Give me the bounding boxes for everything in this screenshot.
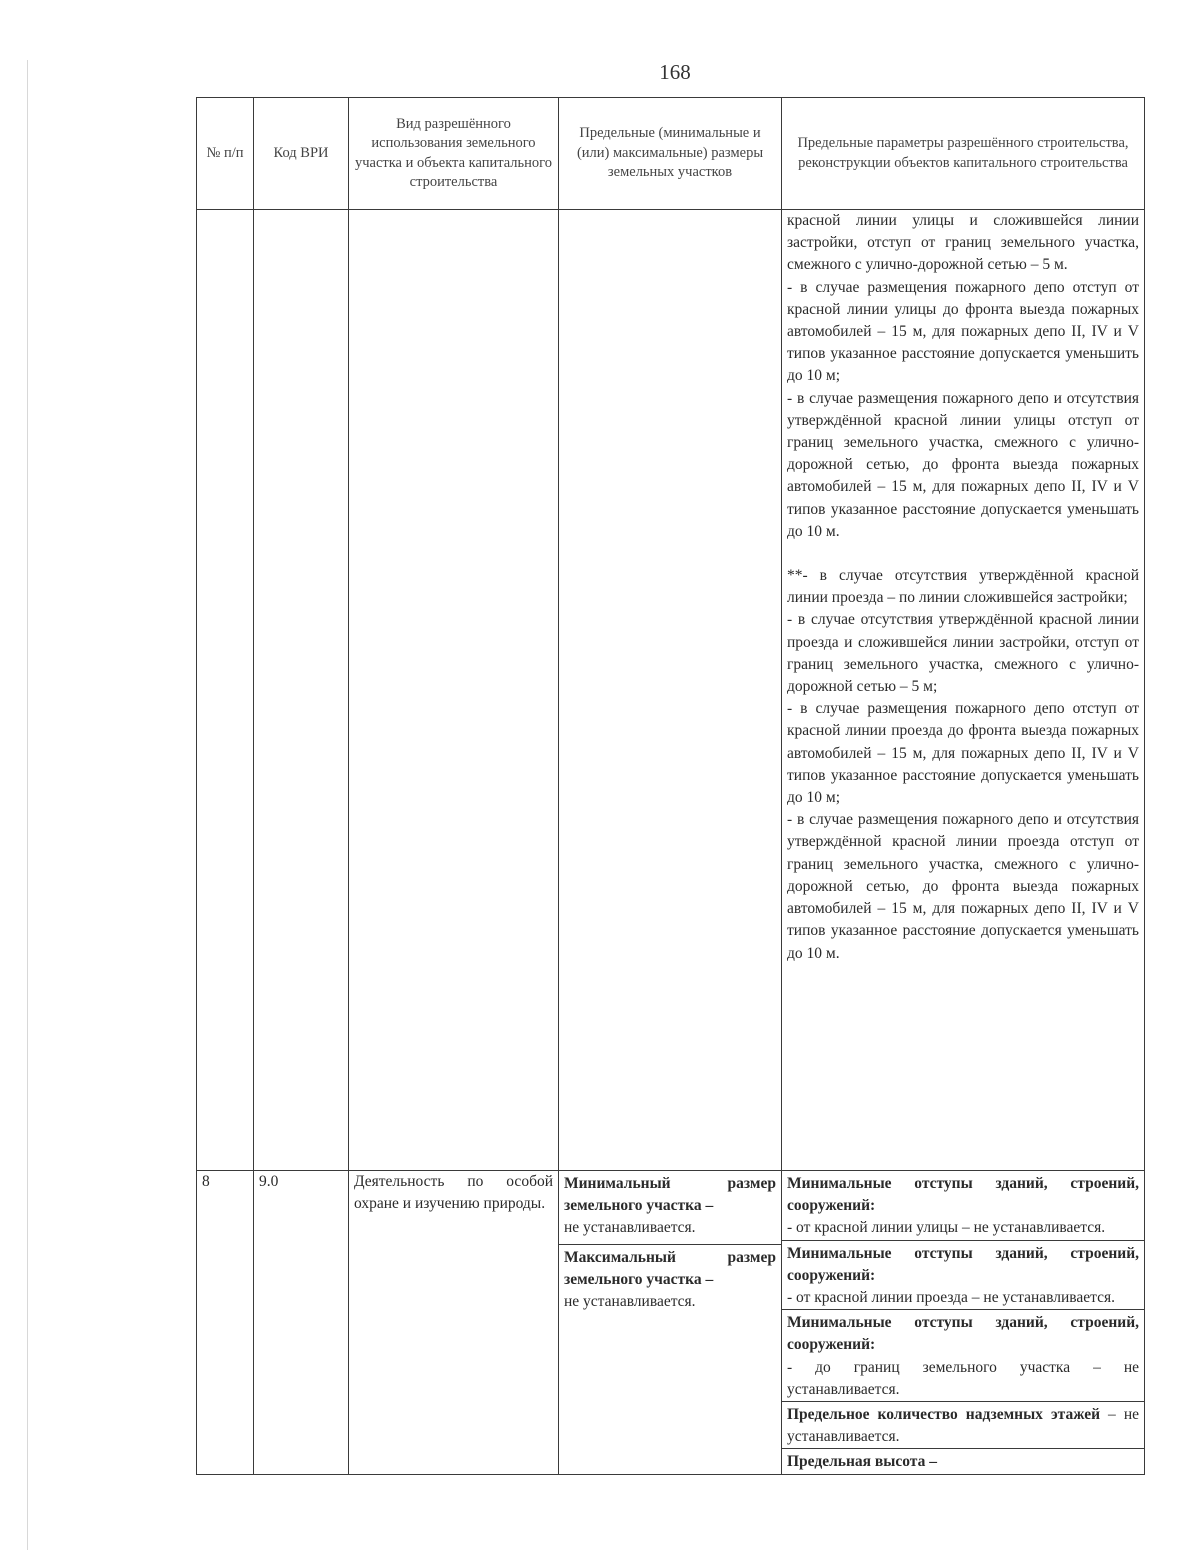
cell-use-type: Деятельность по особой охране и изучению природы. (349, 1171, 559, 1475)
param-block (782, 1448, 1144, 1473)
paragraph: - в случае размещения пожарного депо и отсутствия утверждённой красной линии улицы отступ от границ земельного участка, смежного с улично-дорожной сетью, до фронта выезда пожарных автомобилей – 15 м, для пожарных депо II, IV и V типов указанное расстояние допускается уменьшать до 10 м. (787, 389, 1139, 540)
paragraph: - в случае размещения пожарного депо отступ от красной линии улицы до фронта выезда пожарных автомобилей – 15 м, для пожарных депо II, IV и V типов указанное расстояние допускается уменьшить до 10 м; (787, 278, 1139, 385)
min-size-value: не устанавливается. (564, 1219, 696, 1237)
paragraph: красной линии улицы и сложившейся линии застройки, отступ от границ земельного участка, смежного с улично-дорожной сетью – 5 м. (787, 212, 1139, 274)
header-number: № п/п (197, 98, 254, 210)
cell-code-empty (254, 210, 349, 1171)
header-use-type: Вид разрешённого использования земельного участка и объекта капитального строительства (349, 98, 559, 210)
param-text: – не устанавливается. (787, 1406, 1139, 1446)
param-block (782, 1240, 1144, 1310)
cell-size-empty (559, 210, 782, 1171)
param-title: Предельное количество надземных этажей (787, 1406, 1101, 1424)
param-block (782, 1171, 1144, 1240)
zoning-table (196, 97, 1145, 1475)
cell-parameters-continuation (782, 210, 1145, 1171)
paragraph: - в случае размещения пожарного депо отступ от красной линии проезда до фронта выезда пожарных автомобилей – 15 м, для пожарных депо II, IV и V типов указанное расстояние допускается уменьшать до 10 м; (787, 700, 1139, 807)
table-row-8 (197, 1171, 1145, 1475)
paragraph: - в случае отсутствия утверждённой красной линии проезда и сложившейся линии застройки, отступ от границ земельного участка, смежного с улично-дорожной сетью – 5 м; (787, 611, 1139, 696)
min-size-title: Минимальный размер земельного участка – (564, 1175, 776, 1215)
param-text: - от красной линии улицы – не устанавливается. (787, 1219, 1106, 1237)
max-size-value: не устанавливается. (564, 1293, 696, 1311)
paragraph: - в случае размещения пожарного депо и отсутствия утверждённой красной линии проезда отступ от границ земельного участка, смежного с улично-дорожной сетью, до фронта выезда пожарных автомобилей – 15 м, для пожарных депо II, IV и V типов указанное расстояние допускается уменьшать до 10 м. (787, 811, 1139, 962)
max-size-title: Максимальный размер земельного участка – (564, 1248, 776, 1288)
param-title: Предельная высота – (787, 1453, 937, 1471)
header-parameters: Предельные параметры разрешённого строительства, реконструкции объектов капитального строительства (782, 98, 1145, 210)
cell-number: 8 (197, 1171, 254, 1475)
cell-code: 9.0 (254, 1171, 349, 1475)
param-title: Минимальные отступы зданий, строений, сооружений: (787, 1175, 1139, 1215)
header-plot-size: Предельные (минимальные и (или) максимальные) размеры земельных участков (559, 98, 782, 210)
cell-number-empty (197, 210, 254, 1171)
param-title: Минимальные отступы зданий, строений, сооружений: (787, 1314, 1139, 1354)
scan-margin-line (27, 60, 28, 1550)
param-text: - до границ земельного участка – не устанавливается. (787, 1358, 1139, 1398)
table-header-row (197, 98, 1145, 210)
param-title: Минимальные отступы зданий, строений, сооружений: (787, 1244, 1139, 1284)
param-block (782, 1309, 1144, 1401)
table-row-continuation (197, 210, 1145, 1171)
header-code: Код ВРИ (254, 98, 349, 210)
param-block (782, 1401, 1144, 1448)
cell-plot-size (559, 1171, 782, 1475)
page-number: 168 (659, 60, 691, 84)
param-text: - от красной линии проезда – не устанавливается. (787, 1289, 1115, 1307)
cell-use-empty (349, 210, 559, 1171)
paragraph: **- в случае отсутствия утверждённой красной линии проезда – по линии сложившейся застройки; (787, 567, 1139, 607)
cell-parameters (782, 1171, 1145, 1475)
